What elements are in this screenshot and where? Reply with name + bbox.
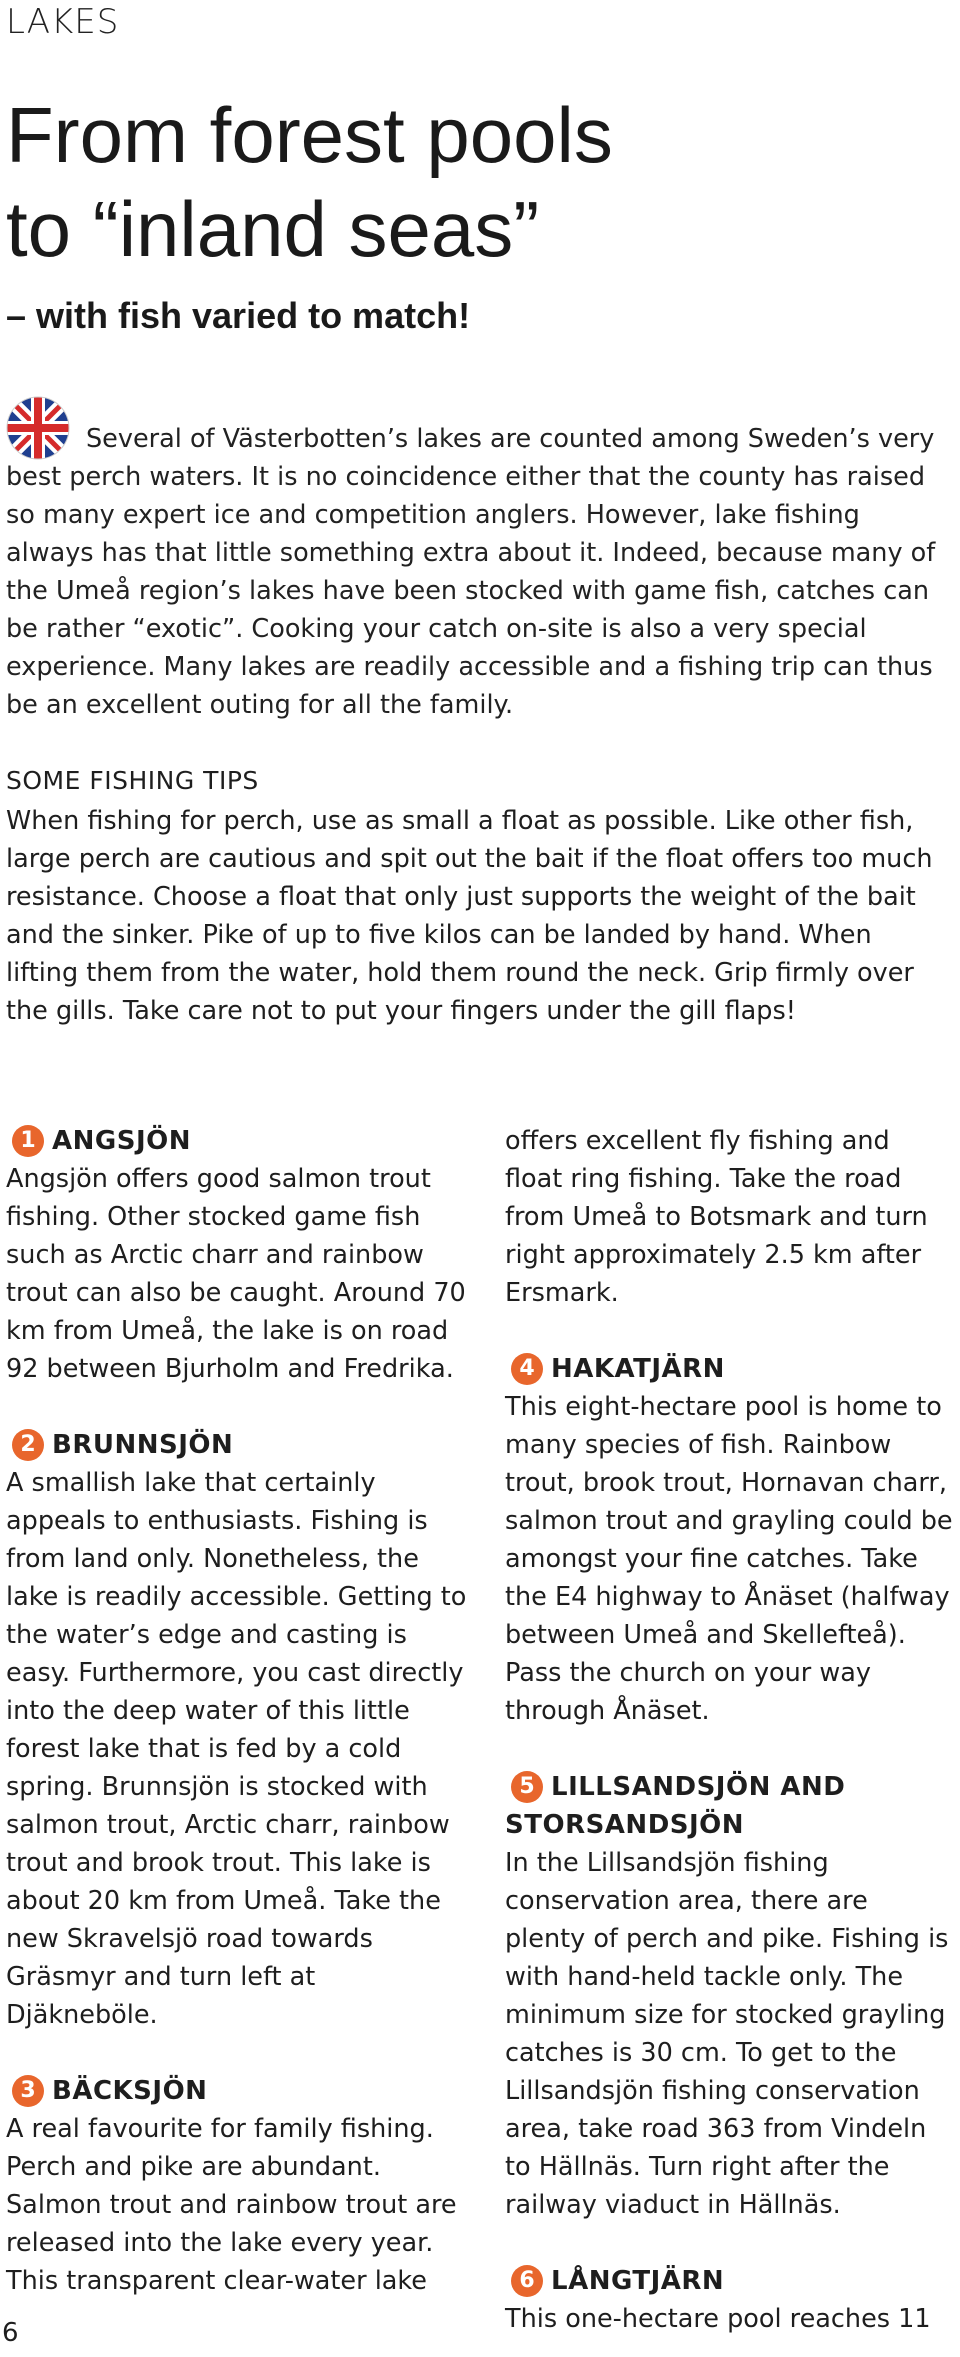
lake-name: ANGSJÖN	[52, 1126, 191, 1156]
lake-description: This eight-hectare pool is home to many species of fish. Rainbow trout, brook trout, Hornavan charr, salmon trout and grayling could be amongst your fine catches. Take the E4 highway to Ånäset (halfway between Umeå and Skellefteå). Pass the church on your way through Ånäset.	[505, 1392, 953, 1726]
lake-number-badge: 4	[511, 1353, 543, 1385]
tips-paragraph: When fishing for perch, use as small a float as possible. Like other fish, large perch are cautious and spit out the bait if the float offers too much resistance. Choose a float that only just supports the weight of the bait and the sinker. Pike of up to five kilos can be landed by hand. When lifting them from the water, hold them round the neck. Grip firmly over the gills. Take care not to put your fingers under the gill flaps!	[6, 806, 933, 1026]
lake-heading-1	[6, 1122, 471, 1160]
lake-number-badge: 6	[511, 2265, 543, 2297]
lake-description-continued: offers excellent fly fishing and float ring fishing. Take the road from Umeå to Botsmark and turn right approximately 2.5 km after Ersmark.	[505, 1126, 928, 1308]
left-column	[6, 1122, 471, 2300]
lake-number-badge: 1	[12, 1125, 44, 1157]
intro-paragraph: Several of Västerbotten’s lakes are counted among Sweden’s very best perch waters. It is no coincidence either that the county has raised so many expert ice and competition anglers. However, lake fishing always has that little something extra about it. Indeed, because many of the Umeå region’s lakes have been stocked with game fish, catches can be rather “exotic”. Cooking your catch on-site is also a very special experience. Many lakes are readily accessible and a fishing trip can thus be an excellent outing for all the family.	[6, 424, 936, 720]
page-title	[6, 88, 613, 276]
right-column	[505, 1122, 955, 2338]
lake-name: LILLSANDSJÖN AND	[551, 1772, 846, 1802]
lake-number-badge: 3	[12, 2075, 44, 2107]
page-number: 6	[2, 2318, 19, 2348]
lake-name: HAKATJÄRN	[551, 1354, 725, 1384]
lake-name-line-2: STORSANDSJÖN	[505, 1810, 745, 1840]
subtitle: – with fish varied to match!	[6, 295, 471, 336]
lake-description: A real favourite for family fishing. Perch and pike are abundant. Salmon trout and rainbow trout are released into the lake every year. This transparent clear-water lake	[6, 2114, 457, 2296]
lake-name: BRUNNSJÖN	[52, 1430, 234, 1460]
section-label: LAKES	[6, 2, 120, 42]
lake-number-badge: 5	[511, 1771, 543, 1803]
lake-heading-2	[6, 1426, 471, 1464]
lake-name: LÅNGTJÄRN	[551, 2266, 725, 2296]
lake-description: This one-hectare pool reaches 11	[505, 2304, 931, 2334]
lake-description: In the Lillsandsjön fishing conservation area, there are plenty of perch and pike. Fishing is with hand-held tackle only. The minimum size for stocked grayling catches is 30 cm. To get to the Lillsandsjön fishing conservation area, take road 363 from Vindeln to Hällnäs. Turn right after the railway viaduct in Hällnäs.	[505, 1848, 949, 2220]
lake-heading-4	[505, 1350, 955, 1388]
lake-number-badge: 2	[12, 1429, 44, 1461]
lake-name: BÄCKSJÖN	[52, 2076, 208, 2106]
lake-heading-6	[505, 2262, 955, 2300]
lake-description: A smallish lake that certainly appeals to enthusiasts. Fishing is from land only. Nonetheless, the lake is readily accessible. Getting to the water’s edge and casting is easy. Furthermore, you cast directly into the deep water of this little forest lake that is fed by a cold spring. Brunnsjön is stocked with salmon trout, Arctic charr, rainbow trout and brook trout. This lake is about 20 km from Umeå. Take the new Skravelsjö road towards Gräsmyr and turn left at Djäkneböle.	[6, 1468, 467, 2030]
lake-heading-3	[6, 2072, 471, 2110]
title-line-2: to “inland seas”	[6, 185, 540, 273]
tips-heading: SOME FISHING TIPS	[6, 766, 259, 795]
lake-heading-5	[505, 1768, 955, 1806]
lake-description: Angsjön offers good salmon trout fishing. Other stocked game fish such as Arctic charr and rainbow trout can also be caught. Around 70 km from Umeå, the lake is on road 92 between Bjurholm and Fredrika.	[6, 1164, 466, 1384]
title-line-1: From forest pools	[6, 91, 613, 179]
